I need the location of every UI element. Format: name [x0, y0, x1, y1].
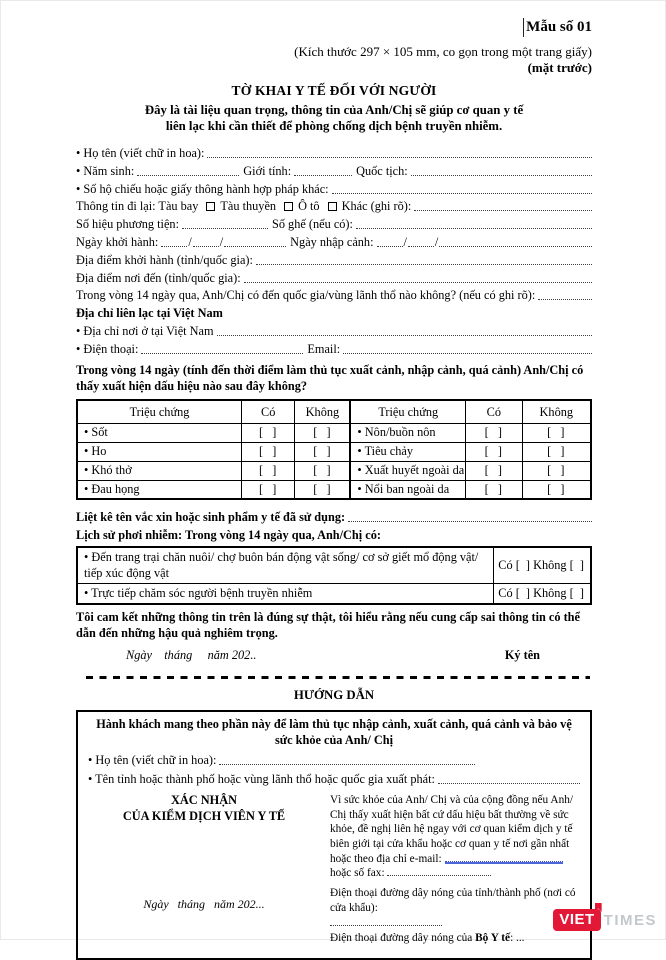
symptom-label: • Đau họng: [77, 480, 241, 499]
no-checkbox[interactable]: Không [ ]: [533, 557, 584, 572]
signature-row: [76, 648, 592, 663]
intro-line-2: liên lạc khi cần thiết để phòng chống dịch bệnh truyền nhiễm.: [165, 119, 503, 134]
email-input-line[interactable]: [445, 854, 563, 862]
birth-year-input-line[interactable]: [137, 175, 239, 176]
field-phone-email: [76, 339, 592, 357]
moh-hotline-suffix: : ...: [510, 932, 525, 945]
health-declaration-form: [1, 1, 665, 960]
form-fields: [76, 143, 592, 357]
address-vietnam-input-line[interactable]: [217, 335, 592, 336]
date-separator: /: [219, 235, 224, 250]
health-advice: [320, 793, 580, 951]
field-full-name: [76, 143, 592, 161]
exposure-answer: [494, 584, 591, 605]
no-checkbox[interactable]: [ ]: [522, 423, 591, 442]
departure-month-input-line[interactable]: [193, 246, 219, 247]
guide-full-name-input-line[interactable]: [219, 764, 475, 765]
travel-other-input-line[interactable]: [414, 210, 592, 211]
guide-box-title: Hành khách mang theo phần này để làm thủ tục nhập cảnh, xuất cảnh, quá cảnh và bảo vệ sức khỏe của Anh/ Chị: [96, 716, 572, 747]
contact-address-heading: Địa chỉ liên lạc tại Việt Nam: [76, 306, 223, 321]
exposure-row-animal: [77, 547, 591, 583]
no-checkbox[interactable]: [ ]: [295, 423, 351, 442]
no-checkbox[interactable]: [ ]: [522, 461, 591, 480]
moh-hotline-paragraph: [330, 931, 580, 946]
travel-mode-car-label: Ô tô: [298, 199, 320, 214]
viettimes-logo-text: TIMES: [603, 911, 657, 929]
guide-full-name-label: • Họ tên (viết chữ in hoa):: [88, 752, 217, 767]
vehicle-number-label: Số hiệu phương tiện:: [76, 217, 179, 232]
no-checkbox[interactable]: [ ]: [522, 480, 591, 499]
entry-year-input-line[interactable]: [439, 246, 592, 247]
exposure-label: • Trực tiếp chăm sóc người bệnh truyền nhiễm: [77, 584, 494, 605]
address-vietnam-label: • Địa chỉ nơi ở tại Việt Nam: [76, 324, 214, 339]
no-col-header: Không: [522, 400, 591, 423]
no-col-header: Không: [295, 400, 351, 423]
or-fax-label: hoặc số fax:: [330, 867, 385, 880]
fax-input-line[interactable]: [387, 868, 491, 876]
entry-day-input-line[interactable]: [377, 246, 403, 247]
exposure-table: [76, 546, 592, 605]
no-checkbox[interactable]: [ ]: [295, 461, 351, 480]
yes-checkbox[interactable]: [ ]: [466, 461, 523, 480]
symptom-label: • Tiêu chảy: [350, 442, 465, 461]
guide-origin-label: • Tên tỉnh hoặc thành phố hoặc vùng lãnh thổ hoặc quốc gia xuất phát:: [88, 771, 435, 786]
confirmation-date-line: Ngày tháng năm 202...: [143, 896, 265, 911]
yes-checkbox[interactable]: [ ]: [241, 480, 294, 499]
city-hotline-input-line[interactable]: [330, 918, 442, 926]
countries-visited-input-line[interactable]: [538, 299, 592, 300]
no-checkbox[interactable]: Không [ ]: [533, 586, 584, 601]
guide-field-full-name: [88, 749, 580, 768]
departure-year-input-line[interactable]: [224, 246, 286, 247]
travel-mode-other-label: Khác (ghi rõ):: [341, 199, 412, 214]
yes-checkbox[interactable]: [ ]: [466, 423, 523, 442]
quarantine-officer-confirmation: [88, 793, 320, 951]
field-passport: [76, 179, 592, 197]
guide-box: [76, 710, 592, 960]
seat-number-input-line[interactable]: [356, 228, 592, 229]
phone-label: • Điện thoại:: [76, 341, 139, 356]
field-birth-gender-nationality: [76, 161, 592, 179]
symptoms-table: [76, 399, 592, 500]
intro-note: [76, 102, 592, 136]
guide-title: HƯỚNG DẪN: [293, 687, 375, 702]
symptom-col-header: Triệu chứng: [77, 400, 241, 423]
ship-checkbox-icon[interactable]: [284, 202, 293, 211]
contact-address-heading-row: [76, 303, 592, 321]
date-separator: /: [434, 235, 439, 250]
symptom-row-cough-diarrhea: [77, 442, 591, 461]
seat-number-label: Số ghế (nếu có):: [272, 217, 353, 232]
page-title: TỜ KHAI Y TẾ ĐỐI VỚI NGƯỜI: [231, 82, 437, 98]
departure-date-label: Ngày khởi hành:: [76, 235, 159, 250]
moh-hotline-name: Bộ Y tế: [475, 932, 511, 945]
countries-visited-label: Trong vòng 14 ngày qua, Anh/Chị có đến quốc gia/vùng lãnh thổ nào không? (nếu có ghi rõ):: [76, 288, 536, 303]
signature-date-line: Ngày tháng năm 202..: [126, 647, 257, 662]
travel-mode-plane-label: Thông tin đi lại: Tàu bay: [76, 199, 199, 214]
no-checkbox[interactable]: [ ]: [295, 442, 351, 461]
car-checkbox-icon[interactable]: [328, 202, 337, 211]
symptom-label: • Xuất huyết ngoài da: [350, 461, 465, 480]
guide-field-origin: [88, 768, 580, 787]
field-countries-visited: [76, 286, 592, 304]
field-vaccine: [76, 507, 592, 525]
full-name-input-line[interactable]: [207, 157, 592, 158]
field-vehicle-seat: [76, 214, 592, 232]
yes-checkbox[interactable]: Có [ ]: [498, 557, 531, 572]
guide-origin-input-line[interactable]: [438, 783, 580, 784]
field-dates: [76, 232, 592, 250]
symptom-row-breath-hemorrhage: [77, 461, 591, 480]
symptom-row-fever-nausea: [77, 423, 591, 442]
confirmation-heading-line-2: CỦA KIỂM DỊCH VIÊN Y TẾ: [122, 808, 286, 823]
symptom-label: • Nổi ban ngoài da: [350, 480, 465, 499]
yes-checkbox[interactable]: [ ]: [466, 442, 523, 461]
yes-checkbox[interactable]: [ ]: [241, 461, 294, 480]
symptom-col-header: Triệu chứng: [350, 400, 465, 423]
field-destination-place: [76, 268, 592, 286]
no-checkbox[interactable]: [ ]: [522, 442, 591, 461]
advice-paragraph: [330, 793, 580, 881]
yes-checkbox[interactable]: Có [ ]: [498, 586, 531, 601]
viettimes-logo-red-badge: VIET: [553, 909, 600, 931]
symptom-label: • Sốt: [77, 423, 241, 442]
exposure-title: Lịch sử phơi nhiễm: Trong vòng 14 ngày qua, Anh/Chị có:: [76, 528, 381, 543]
declaration-statement: Tôi cam kết những thông tin trên là đúng sự thật, tôi hiểu rằng nếu cung cấp sai thông tin có thể dẫn đến những hậu quả nghiêm trọng.: [76, 610, 580, 641]
no-checkbox[interactable]: [ ]: [295, 480, 351, 499]
tear-line-divider: [86, 676, 590, 679]
departure-day-input-line[interactable]: [161, 246, 187, 247]
birth-year-label: • Năm sinh:: [76, 163, 135, 178]
email-label: Email:: [307, 341, 341, 356]
city-hotline-label: Điện thoại đường dây nóng của tỉnh/thành phố (nơi có cửa khẩu):: [330, 886, 576, 914]
gender-input-line[interactable]: [294, 175, 352, 176]
advice-text: Vì sức khỏe của Anh/ Chị và của cộng đồng nếu Anh/ Chị thấy xuất hiện bất cứ dấu hiệu bất thường về sức khỏe, đề nghị liên hệ ngay với cơ quan kiểm dịch y tế biên giới tại cửa khẩu hoặc cơ quan y tế nơi gần nhất hoặc theo địa chỉ e-mail:: [330, 793, 573, 865]
nationality-label: Quốc tịch:: [356, 163, 408, 178]
vaccine-label: Liệt kê tên vắc xin hoặc sinh phẩm y tế đã sử dụng:: [76, 510, 346, 525]
signature-label: Ký tên: [504, 647, 540, 662]
passport-input-line[interactable]: [332, 193, 592, 194]
departure-place-label: Địa điểm khởi hành (tỉnh/quốc gia):: [76, 252, 253, 267]
yes-checkbox[interactable]: [ ]: [466, 480, 523, 499]
confirmation-section: [88, 793, 580, 951]
form-number: Mẫu số 01: [523, 18, 592, 37]
travel-mode-ship-label: Tàu thuyền: [220, 199, 277, 214]
size-note: (Kích thước 297 × 105 mm, co gọn trong một trang giấy): [294, 44, 592, 59]
destination-place-input-line[interactable]: [244, 282, 592, 283]
entry-date-label: Ngày nhập cảnh:: [290, 235, 374, 250]
field-travel-mode: [76, 197, 592, 215]
vaccine-input-line[interactable]: [348, 521, 592, 522]
date-separator: /: [188, 235, 192, 250]
gender-label: Giới tính:: [243, 163, 292, 178]
plane-checkbox-icon[interactable]: [206, 202, 215, 211]
symptoms-header-row: [77, 400, 591, 423]
intro-line-1: Đây là tài liệu quan trọng, thông tin của Anh/Chị sẽ giúp cơ quan y tế: [144, 102, 524, 117]
exposure-answer: [494, 547, 591, 583]
exposure-label: • Đến trang trại chăn nuôi/ chợ buôn bán động vật sống/ cơ sở giết mổ động vật/ tiếp xúc động vật: [77, 547, 494, 583]
symptom-label: • Nôn/buồn nôn: [350, 423, 465, 442]
symptom-label: • Khó thở: [77, 461, 241, 480]
email-input-line[interactable]: [343, 353, 592, 354]
symptom-row-throat-rash: [77, 480, 591, 499]
side-note: (mặt trước): [527, 60, 592, 76]
departure-place-input-line[interactable]: [256, 264, 592, 265]
entry-month-input-line[interactable]: [408, 246, 434, 247]
destination-place-label: Địa điểm nơi đến (tỉnh/quốc gia):: [76, 270, 241, 285]
phone-input-line[interactable]: [141, 353, 303, 354]
form-meta: [76, 17, 592, 77]
city-hotline-paragraph: [330, 886, 580, 926]
full-name-label: • Họ tên (viết chữ in hoa):: [76, 146, 205, 161]
symptom-label: • Ho: [77, 442, 241, 461]
nationality-input-line[interactable]: [411, 175, 592, 176]
yes-checkbox[interactable]: [ ]: [241, 442, 294, 461]
viettimes-logo: [553, 909, 657, 931]
field-departure-place: [76, 250, 592, 268]
yes-col-header: Có: [466, 400, 523, 423]
vehicle-number-input-line[interactable]: [182, 228, 268, 229]
confirmation-heading-line-1: XÁC NHẬN: [171, 792, 237, 807]
moh-hotline-prefix: Điện thoại đường dây nóng của: [330, 932, 473, 945]
field-address-vietnam: [76, 321, 592, 339]
yes-col-header: Có: [241, 400, 294, 423]
yes-checkbox[interactable]: [ ]: [241, 423, 294, 442]
exposure-row-patient-care: [77, 584, 591, 605]
date-separator: /: [403, 235, 407, 250]
passport-label: • Số hộ chiếu hoặc giấy thông hành hợp pháp khác:: [76, 181, 329, 196]
symptom-question: Trong vòng 14 ngày (tính đến thời điểm làm thủ tục xuất cảnh, nhập cảnh, quá cảnh) Anh/Chị có thấy xuất hiện dấu hiệu nào sau đây không?: [76, 362, 584, 393]
